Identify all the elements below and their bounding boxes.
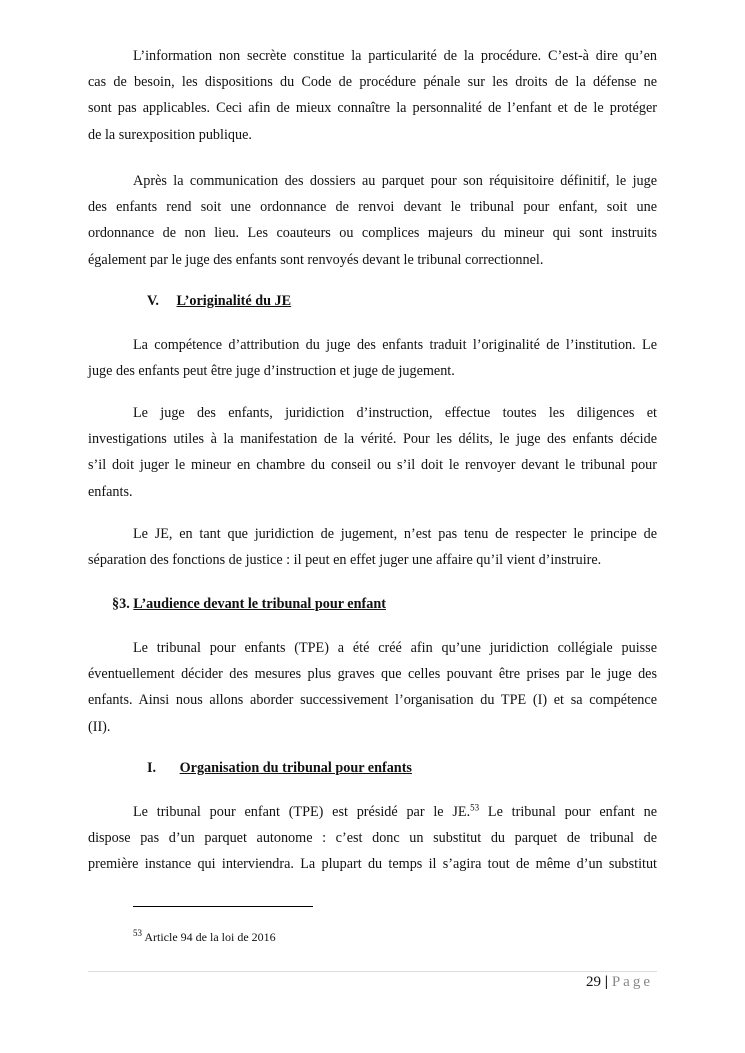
text-line: Le JE, en tant que juridiction de jugement, n’est pas tenu de respecter le principe de xyxy=(133,526,657,542)
footer-separator: | xyxy=(604,974,609,990)
heading-number: I. xyxy=(147,760,157,776)
text-line: de la surexposition publique. xyxy=(88,126,252,143)
text-line: éventuellement décider des mesures plus graves que celles pouvant être prises par le juge des xyxy=(88,666,657,683)
text-line: ordonnance de non lieu. Les coauteurs ou complices majeurs du mineur qui sont instruits xyxy=(88,225,657,242)
text-line: enfants. Ainsi nous allons aborder successivement l’organisation du TPE (I) et sa compétence xyxy=(88,692,657,709)
text-line: s’il doit juger le mineur en chambre du conseil ou s’il doit le renvoyer devant le tribunal pour xyxy=(88,457,657,474)
text-line: La compétence d’attribution du juge des enfants traduit l’originalité de l’institution. Le xyxy=(133,337,657,353)
heading-v xyxy=(147,293,291,310)
heading-number: V. xyxy=(147,293,159,309)
text-line: (II). xyxy=(88,718,111,735)
text-span: Le tribunal pour enfant (TPE) est présidé par le JE. xyxy=(133,804,471,820)
paragraph-3 xyxy=(88,332,657,384)
heading-title: Organisation du tribunal pour enfants xyxy=(179,760,412,776)
heading-title: L’audience devant le tribunal pour enfant xyxy=(133,596,386,612)
text-line: Le tribunal pour enfants (TPE) a été créé afin qu’une juridiction collégiale puisse xyxy=(133,640,657,656)
footnote xyxy=(133,930,276,945)
text-line: également par le juge des enfants sont renvoyés devant le tribunal correctionnel. xyxy=(88,251,544,268)
paragraph-1 xyxy=(88,43,657,148)
heading-s3 xyxy=(112,596,386,613)
footnote-text: Article 94 de la loi de 2016 xyxy=(144,930,276,944)
text-line: investigations utiles à la manifestation de la vérité. Pour les délits, le juge des enfants décide xyxy=(88,431,657,448)
text-line: séparation des fonctions de justice : il peut en effet juger une affaire qu’il vient d’instruire. xyxy=(88,552,602,569)
page-label: Page xyxy=(611,974,653,990)
paragraph-4 xyxy=(88,400,657,505)
heading-title: L’originalité du JE xyxy=(176,293,292,309)
text-line: enfants. xyxy=(88,483,133,500)
text-line: Après la communication des dossiers au parquet pour son réquisitoire définitif, le juge xyxy=(133,173,657,189)
paragraph-6 xyxy=(88,635,657,740)
footer-divider xyxy=(88,971,657,972)
heading-i xyxy=(147,760,412,777)
text-line: juge des enfants peut être juge d’instruction et juge de jugement. xyxy=(88,363,455,380)
page-footer xyxy=(586,974,653,991)
footnote-separator xyxy=(133,906,313,907)
text-line: des enfants rend soit une ordonnance de renvoi devant le tribunal pour enfant, soit une xyxy=(88,199,657,216)
heading-number: §3. xyxy=(112,596,130,612)
page-number: 29 xyxy=(586,974,602,990)
paragraph-5 xyxy=(88,521,657,573)
text-line: cas de besoin, les dispositions du Code de procédure pénale sur les droits de la défense ne xyxy=(88,74,657,91)
text-line: dispose pas d’un parquet autonome : c’est donc un substitut du parquet de tribunal de xyxy=(88,830,657,847)
text-line: L’information non secrète constitue la particularité de la procédure. C’est-à dire qu’en xyxy=(133,48,657,64)
text-line: première instance qui interviendra. La plupart du temps il s’agira tout de même d’un substitut xyxy=(88,856,657,873)
paragraph-7 xyxy=(88,799,657,878)
text-span: Le tribunal pour enfant ne xyxy=(479,804,657,820)
footnote-ref[interactable]: 53 xyxy=(470,802,480,813)
footnote-number: 53 xyxy=(133,928,142,938)
text-line: sont pas applicables. Ceci afin de mieux connaître la personnalité de l’enfant et de le protéger xyxy=(88,100,657,117)
text-line xyxy=(88,799,657,825)
paragraph-2 xyxy=(88,168,657,273)
text-line: Le juge des enfants, juridiction d’instruction, effectue toutes les diligences et xyxy=(133,405,657,421)
